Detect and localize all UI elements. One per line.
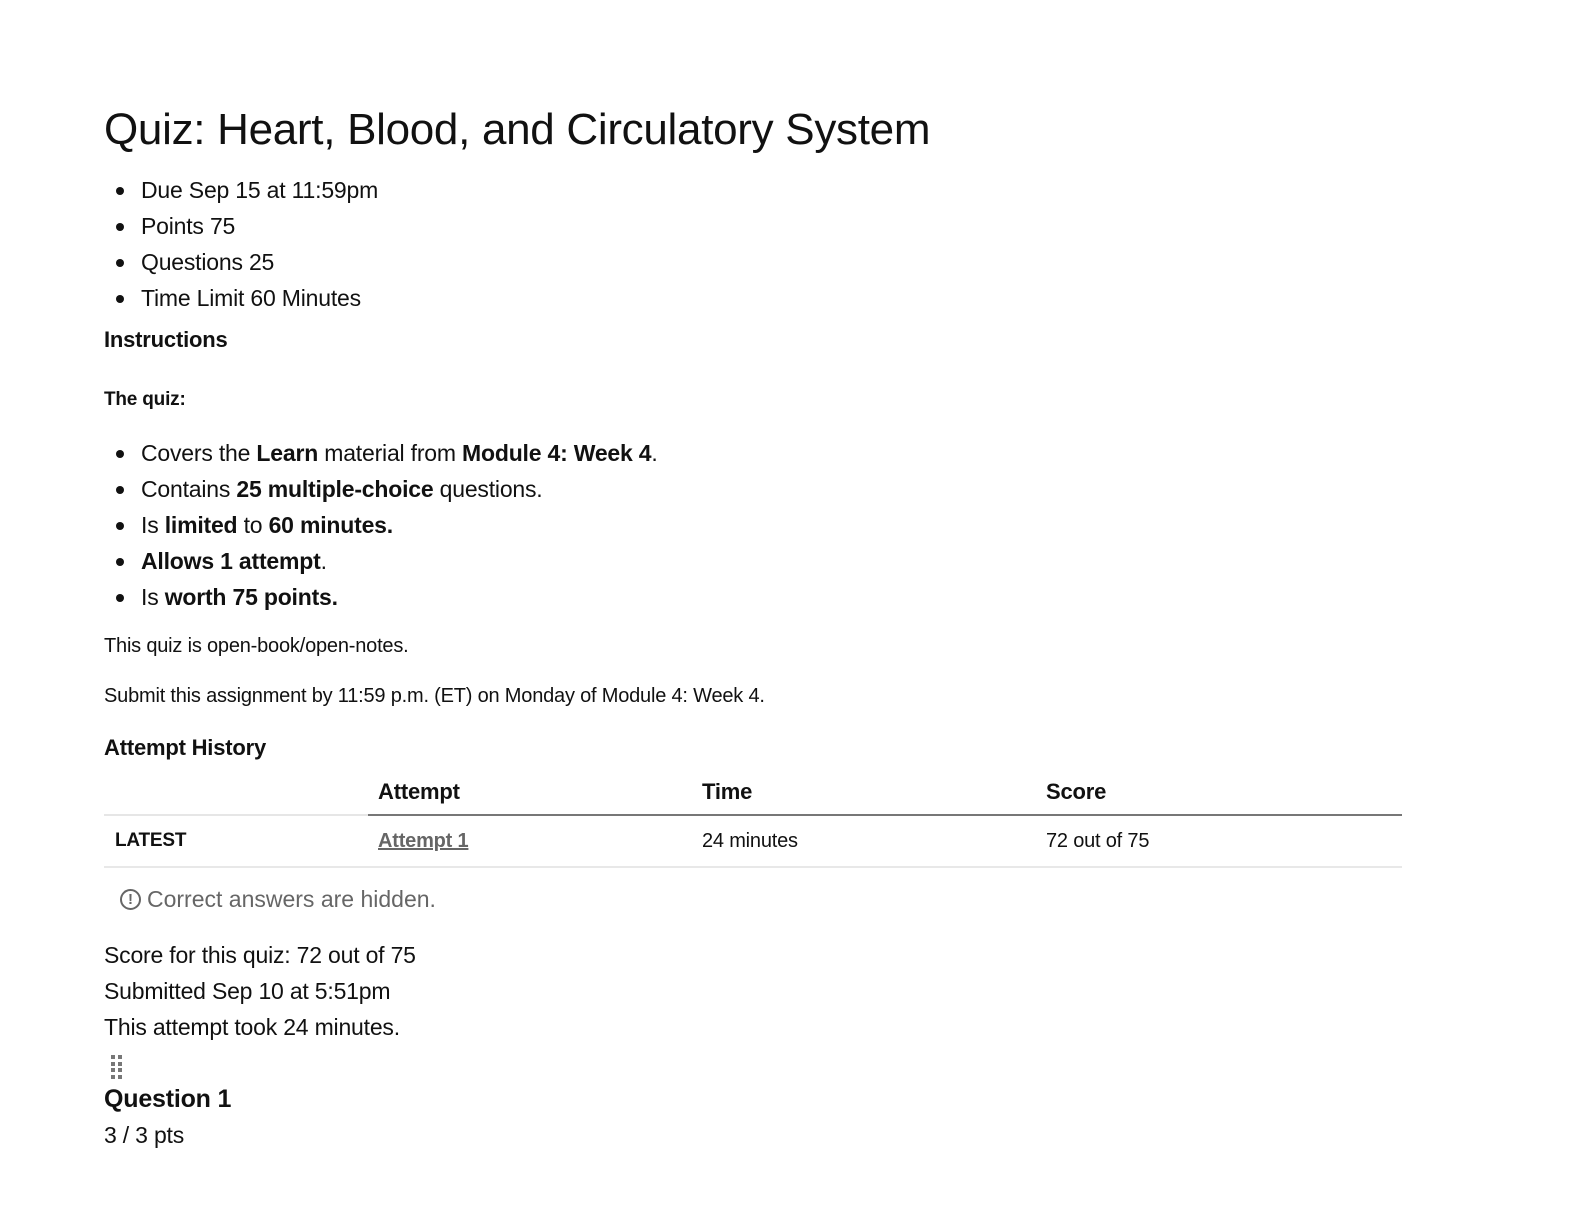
column-header-score: Score xyxy=(1046,770,1402,815)
meta-value: 25 xyxy=(248,249,275,275)
quiz-rules-list xyxy=(104,435,658,615)
emphasis-text: Module 4: Week 4 xyxy=(462,440,652,466)
emphasis-text: worth 75 points. xyxy=(164,584,338,610)
score-cell: 72 out of 75 xyxy=(1046,815,1402,867)
attempt-duration: This attempt took 24 minutes. xyxy=(104,1014,400,1040)
hidden-note-text: Correct answers are hidden. xyxy=(147,886,436,912)
attempt-history-table xyxy=(104,770,1402,868)
emphasis-text: 60 minutes. xyxy=(268,512,393,538)
meta-label: Points xyxy=(141,213,204,239)
attempt-history-heading: Attempt History xyxy=(104,735,267,760)
table-row xyxy=(104,815,1402,867)
meta-value: 60 Minutes xyxy=(250,285,361,311)
warning-circle-icon: ! xyxy=(120,889,141,910)
submit-note: Submit this assignment by 11:59 p.m. (ET) on Monday of Module 4: Week 4. xyxy=(104,685,765,707)
quiz-subheading: The quiz: xyxy=(104,389,186,410)
emphasis-text: Allows 1 attempt xyxy=(141,548,321,574)
quiz-rule-item xyxy=(104,507,658,543)
quiz-rule-item xyxy=(104,471,658,507)
question-title: Question 1 xyxy=(104,1085,232,1113)
meta-points xyxy=(104,208,378,244)
rule-text: questions. xyxy=(433,476,543,502)
meta-label: Questions xyxy=(141,249,243,275)
meta-due xyxy=(104,172,378,208)
question-points: 3 / 3 pts xyxy=(104,1122,185,1148)
table-header-row xyxy=(104,770,1402,815)
rule-text: Is xyxy=(141,512,165,538)
meta-value: 75 xyxy=(209,213,236,239)
submitted-time: Submitted Sep 10 at 5:51pm xyxy=(104,978,391,1004)
quiz-meta-list xyxy=(104,172,378,316)
emphasis-text: 25 multiple-choice xyxy=(236,476,434,502)
latest-tag: LATEST xyxy=(104,815,368,867)
column-header-time: Time xyxy=(702,770,1046,815)
rule-text: Covers the xyxy=(141,440,257,466)
rule-text: to xyxy=(237,512,269,538)
meta-time-limit xyxy=(104,280,378,316)
time-cell: 24 minutes xyxy=(702,815,1046,867)
rule-text: . xyxy=(651,440,658,466)
meta-label: Time Limit xyxy=(141,285,245,311)
drag-handle-icon[interactable] xyxy=(111,1055,123,1079)
meta-label: Due xyxy=(141,177,183,203)
open-book-note: This quiz is open-book/open-notes. xyxy=(104,635,409,657)
quiz-rule-item xyxy=(104,579,658,615)
score-summary: Score for this quiz: 72 out of 75 xyxy=(104,942,416,968)
attempt-1-link[interactable]: Attempt 1 xyxy=(378,829,469,852)
rule-text: Contains xyxy=(141,476,237,502)
quiz-rule-item xyxy=(104,543,658,579)
emphasis-text: limited xyxy=(164,512,238,538)
quiz-rule-item xyxy=(104,435,658,471)
correct-answers-hidden-note xyxy=(120,886,436,913)
rule-text: material from xyxy=(318,440,463,466)
attempt-cell xyxy=(368,815,702,867)
column-header-attempt: Attempt xyxy=(368,770,702,815)
rule-text: . xyxy=(320,548,327,574)
rule-text: Is xyxy=(141,584,165,610)
page-title: Quiz: Heart, Blood, and Circulatory System xyxy=(104,105,931,154)
meta-value: Sep 15 at 11:59pm xyxy=(188,177,379,203)
instructions-heading: Instructions xyxy=(104,327,228,352)
attempt-summary xyxy=(104,937,416,1045)
column-header-blank xyxy=(104,770,368,815)
meta-questions xyxy=(104,244,378,280)
emphasis-text: Learn xyxy=(256,440,319,466)
